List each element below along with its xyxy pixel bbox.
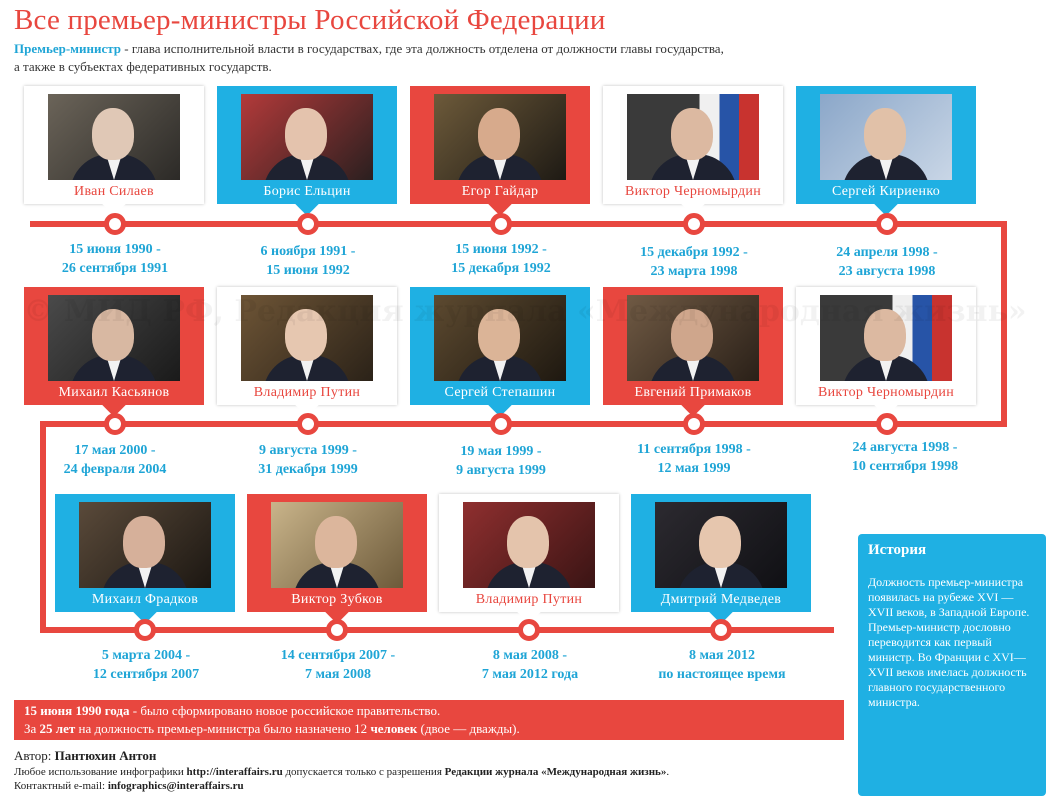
facts-line2: За 25 лет на должность премьер-министра было назначено 12 человек (двое — дважды). [24,721,520,736]
portrait-photo [48,295,180,381]
pm-card [247,494,427,612]
portrait-photo [271,502,403,588]
pm-card [631,494,811,612]
pm-card [603,287,783,405]
page-subtitle [14,40,1044,76]
subtitle-line2: а также в субъектах федеративных государств. [14,59,272,74]
term-dates: 6 ноября 1991 - 15 июня 1992 [260,244,356,278]
pm-name: Михаил Фрадков [91,592,199,607]
pm-name: Виктор Зубков [291,592,383,607]
pm-name: Виктор Черномырдин [817,385,954,400]
timeline-node [876,213,898,235]
pm-name: Егор Гайдар [461,184,539,199]
history-panel [858,534,1046,796]
term-dates: 24 апреля 1998 - 23 августа 1998 [836,245,938,279]
history-text: Должность премьер-министра появилась на рубеже XVI — XVII веков, в Западной Европе. Премьер-министр дословно переводится как первый министр. Во Франции с XVI—XVII веков имелась должность главного государственного министра. [868,575,1030,709]
term-dates: 8 мая 2008 - 7 мая 2012 года [481,648,579,682]
subtitle-term: Премьер-министр [14,41,122,56]
portrait-photo [627,295,759,381]
pm-card [796,86,976,204]
timeline-node [490,213,512,235]
page-title: Все премьер-министры Российской Федерации [14,4,606,36]
pm-card [439,494,619,612]
term-dates: 14 сентября 2007 - 7 мая 2008 [280,648,396,682]
timeline-line-row1 [30,221,1007,227]
usage-notice: Любое использование инфографики http://interaffairs.ru допускается только с разрешения Редакции журнала «Международная жизнь». [14,766,670,778]
contact-email: Контактный e-mail: infographics@interaffairs.ru [14,780,244,792]
timeline-node [683,413,705,435]
timeline-node [683,213,705,235]
portrait-photo [434,94,566,180]
pm-card [55,494,235,612]
portrait-photo [820,295,952,381]
timeline-node [490,413,512,435]
portrait-photo [655,502,787,588]
pm-name: Борис Ельцин [263,184,351,199]
pm-card [410,287,590,405]
portrait-photo [241,295,373,381]
portrait-photo [627,94,759,180]
term-dates: 15 июня 1992 - 15 декабря 1992 [451,242,551,276]
timeline-node [104,413,126,435]
history-title: История [868,542,927,558]
pm-name: Дмитрий Медведев [660,592,782,607]
portrait-photo [241,94,373,180]
pm-card [603,86,783,204]
term-dates: 9 августа 1999 - 31 декабря 1999 [258,443,358,477]
pm-name: Владимир Путин [253,385,361,400]
facts-line1: 15 июня 1990 года - было сформировано новое российское правительство. [24,703,441,718]
timeline-node [134,619,156,641]
pm-card [410,86,590,204]
pm-card [217,287,397,405]
term-dates: 8 мая 2012 по настоящее время [658,648,786,682]
term-dates: 15 июня 1990 - 26 сентября 1991 [61,242,169,276]
timeline-line-right-connector [1001,221,1007,427]
term-dates: 11 сентября 1998 - 12 мая 1999 [637,442,751,476]
term-dates: 15 декабря 1992 - 23 марта 1998 [640,245,748,279]
pm-name: Виктор Черномырдин [624,184,761,199]
pm-name: Владимир Путин [475,592,583,607]
timeline-node [297,213,319,235]
timeline-node [710,619,732,641]
portrait-photo [820,94,952,180]
term-dates: 19 мая 1999 - 9 августа 1999 [456,444,546,478]
timeline-node [518,619,540,641]
portrait-photo [434,295,566,381]
subtitle-line1: - глава исполнительной власти в государствах, где эта должность отделена от должности главы государства, [121,41,724,56]
facts-banner [14,700,844,740]
pm-name: Сергей Кириенко [831,184,941,199]
pm-name: Евгений Примаков [634,385,752,400]
site-link[interactable]: http://interaffairs.ru [186,766,283,778]
pm-name: Сергей Степашин [444,385,556,400]
portrait-photo [48,94,180,180]
term-dates: 24 августа 1998 - 10 сентября 1998 [851,440,959,474]
email-link[interactable]: infographics@interaffairs.ru [107,780,244,792]
pm-card [24,86,204,204]
pm-name: Иван Силаев [74,184,154,199]
term-dates: 5 марта 2004 - 12 сентября 2007 [92,648,200,682]
author-credit: Автор: Пантюхин Антон [14,748,157,763]
timeline-node [326,619,348,641]
timeline-node [104,213,126,235]
pm-card [24,287,204,405]
pm-card [217,86,397,204]
timeline-line-row2 [40,421,1007,427]
timeline-node [876,413,898,435]
pm-name: Михаил Касьянов [58,385,170,400]
term-dates: 17 мая 2000 - 24 февраля 2004 [63,443,167,477]
pm-card [796,287,976,405]
timeline-node [297,413,319,435]
portrait-photo [463,502,595,588]
portrait-photo [79,502,211,588]
